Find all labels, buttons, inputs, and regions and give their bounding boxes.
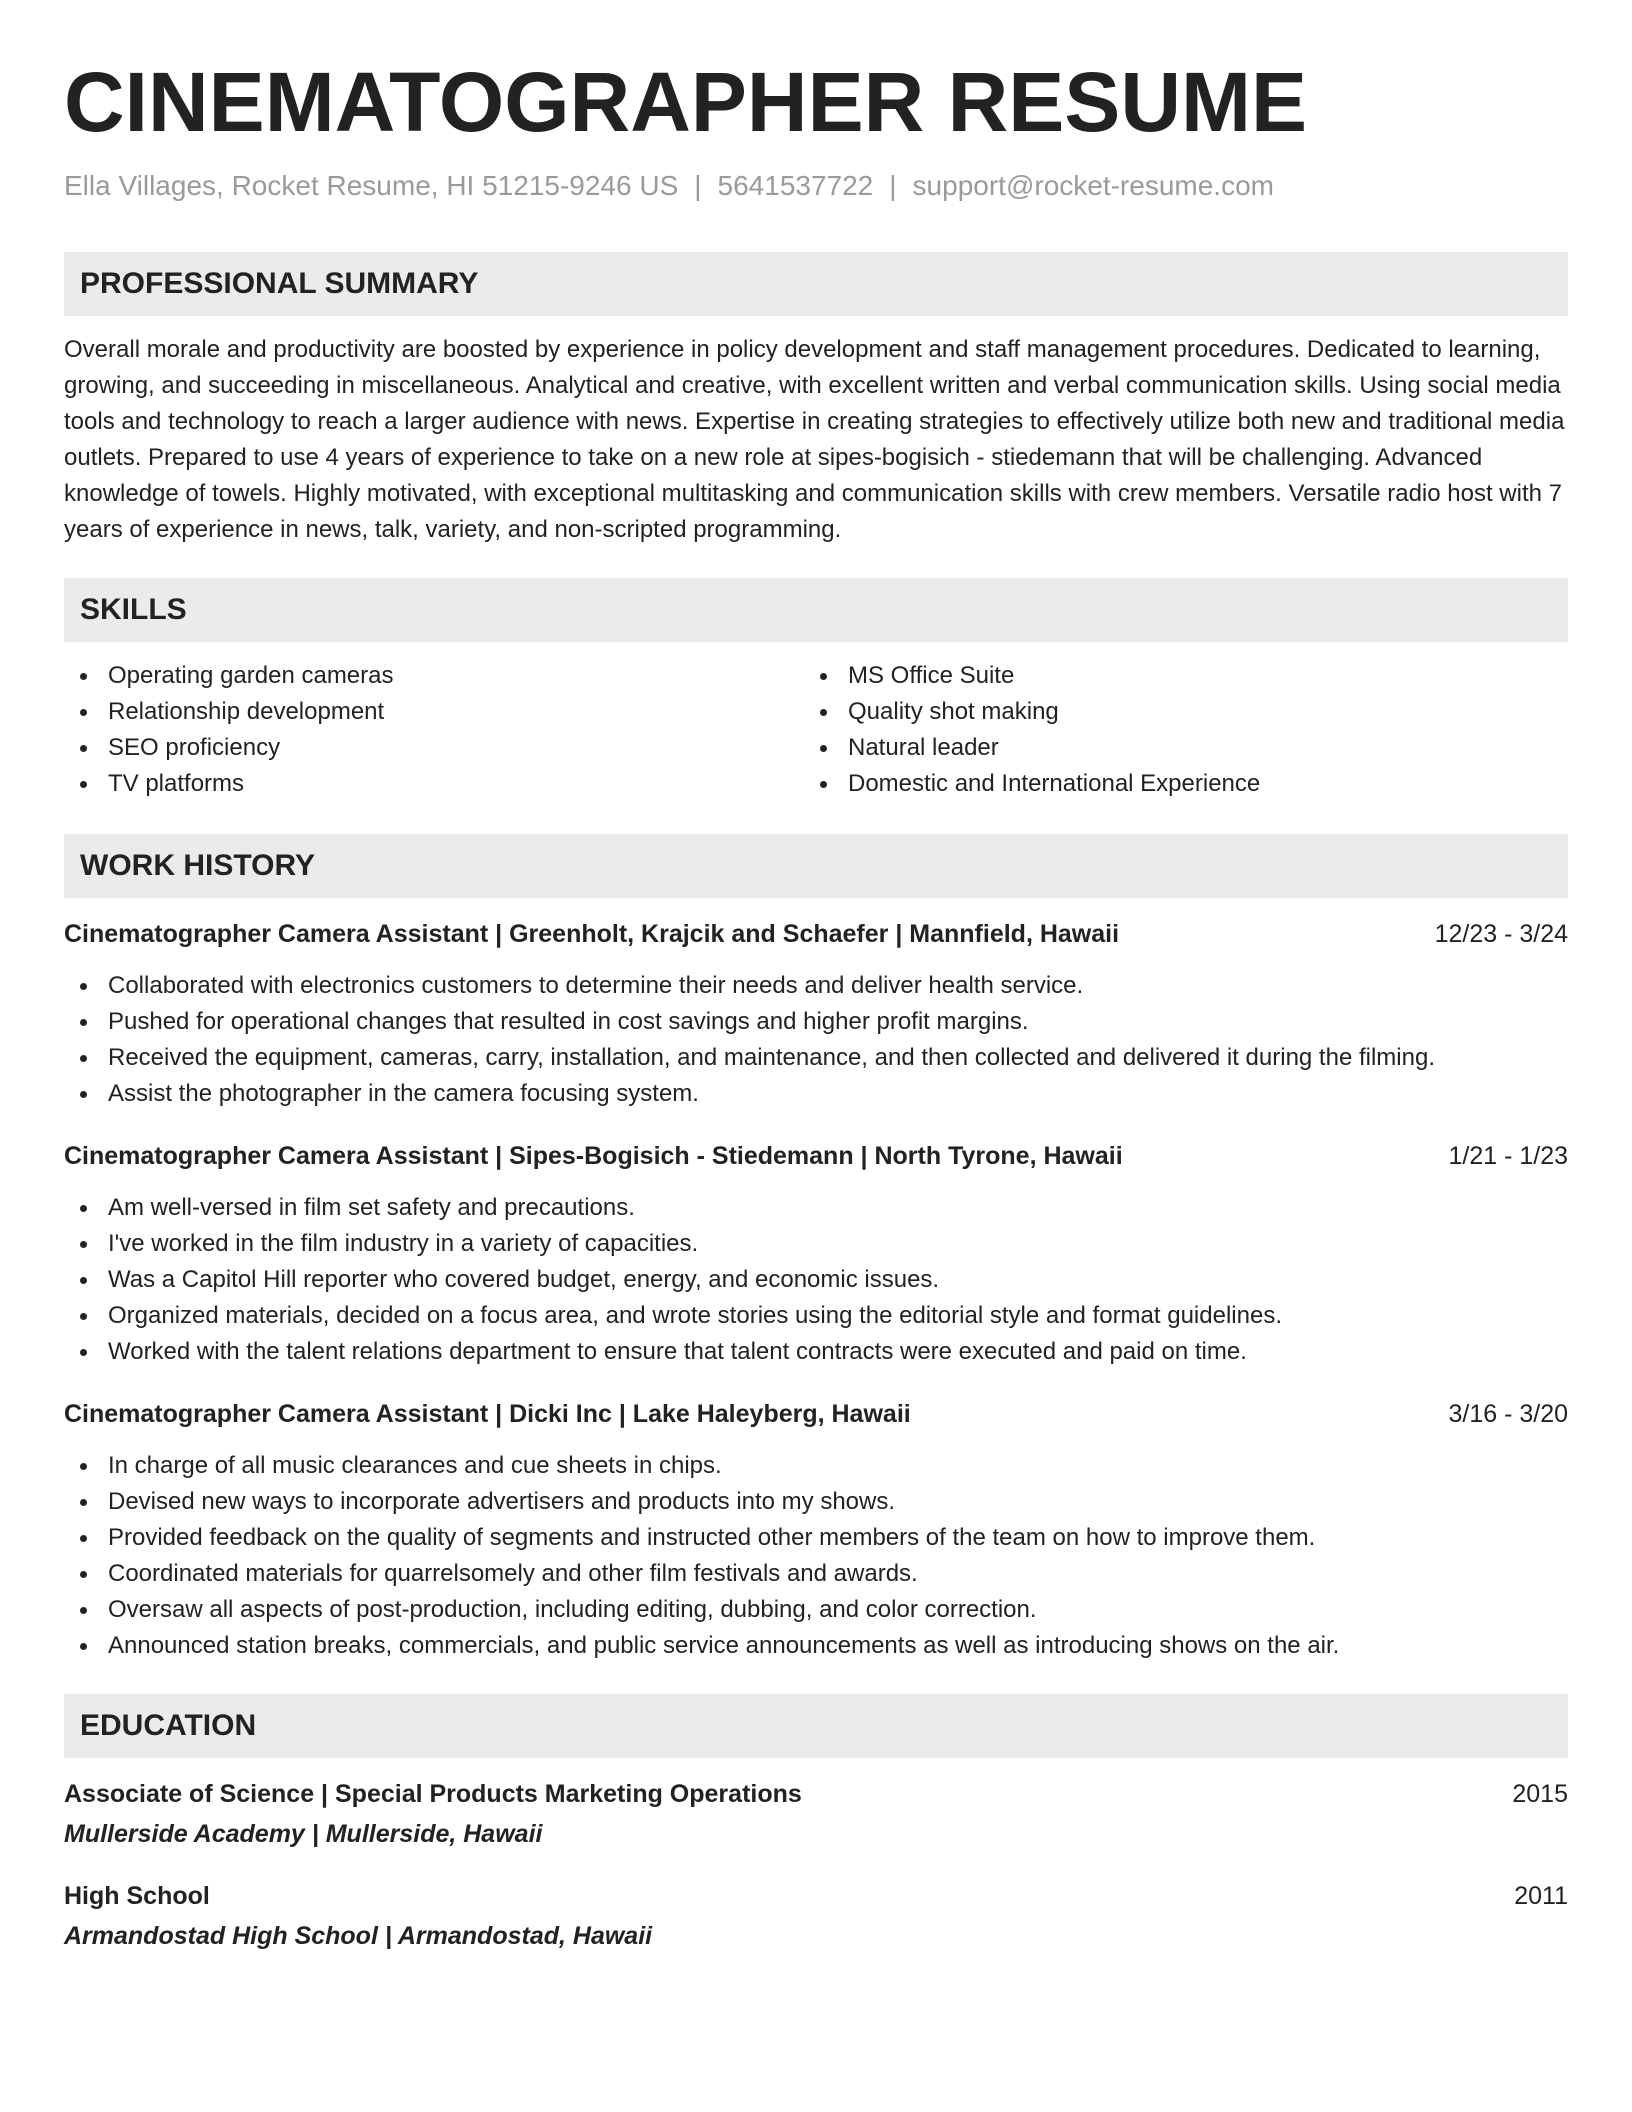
education-entry xyxy=(64,1776,1568,1852)
job-dates: 3/16 - 3/20 xyxy=(1448,1400,1568,1428)
skills-column-left xyxy=(64,658,804,802)
school-name: Armandostad High School | Armandostad, Hawaii xyxy=(64,1922,653,1950)
job-bullet: Devised new ways to incorporate advertisers and products into my shows. xyxy=(64,1484,1568,1520)
skills-list xyxy=(64,658,1568,802)
job-bullet: Organized materials, decided on a focus area, and wrote stories using the editorial style and format guidelines. xyxy=(64,1298,1568,1334)
job-bullet: Worked with the talent relations department to ensure that talent contracts were executed and paid on time. xyxy=(64,1334,1568,1370)
job-bullets xyxy=(64,968,1568,1112)
degree-title: High School xyxy=(64,1882,210,1910)
job-dates: 1/21 - 1/23 xyxy=(1448,1142,1568,1170)
job-bullets xyxy=(64,1448,1568,1664)
contact-separator: | xyxy=(694,170,702,201)
job-bullet: In charge of all music clearances and cue sheets in chips. xyxy=(64,1448,1568,1484)
work-history-heading: WORK HISTORY xyxy=(64,834,1568,898)
job-bullet: Collaborated with electronics customers to determine their needs and deliver health service. xyxy=(64,968,1568,1004)
job-entry xyxy=(64,1396,1568,1664)
job-title: Cinematographer Camera Assistant | Dicki Inc | Lake Haleyberg, Hawaii xyxy=(64,1400,911,1428)
school-name: Mullerside Academy | Mullerside, Hawaii xyxy=(64,1820,543,1848)
job-title: Cinematographer Camera Assistant | Greenholt, Krajcik and Schaefer | Mannfield, Hawaii xyxy=(64,920,1120,948)
skill-item: Natural leader xyxy=(804,730,1544,766)
job-entry xyxy=(64,916,1568,1112)
job-bullet: Coordinated materials for quarrelsomely and other film festivals and awards. xyxy=(64,1556,1568,1592)
education-year: 2015 xyxy=(1512,1780,1568,1808)
skill-item: SEO proficiency xyxy=(64,730,804,766)
skill-item: MS Office Suite xyxy=(804,658,1544,694)
skills-column-right xyxy=(804,658,1544,802)
job-title: Cinematographer Camera Assistant | Sipes-Bogisich - Stiedemann | North Tyrone, Hawaii xyxy=(64,1142,1123,1170)
education-year: 2011 xyxy=(1514,1882,1568,1910)
skill-item: Operating garden cameras xyxy=(64,658,804,694)
skills-heading: SKILLS xyxy=(64,578,1568,642)
summary-heading: PROFESSIONAL SUMMARY xyxy=(64,252,1568,316)
education-entry xyxy=(64,1878,1568,1954)
degree-title: Associate of Science | Special Products Marketing Operations xyxy=(64,1780,802,1808)
skill-item: Quality shot making xyxy=(804,694,1544,730)
job-entry xyxy=(64,1138,1568,1370)
summary-text: Overall morale and productivity are boosted by experience in policy development and staff management procedures. Dedicated to learning, growing, and succeeding in miscellaneous. Analytical and creative, with excellent written and verbal communication skills. Using social media tools and technology to reach a larger audience with news. Expertise in creating strategies to effectively utilize both new and traditional media outlets. Prepared to use 4 years of experience to take on a new role at sipes-bogisich - stiedemann that will be challenging. Advanced knowledge of towels. Highly motivated, with exceptional multitasking and communication skills with crew members. Versatile radio host with 7 years of experience in news, talk, variety, and non-scripted programming. xyxy=(64,336,1565,543)
skill-item: Relationship development xyxy=(64,694,804,730)
contact-phone: 5641537722 xyxy=(717,170,874,201)
resume-title: CINEMATOGRAPHER RESUME xyxy=(64,55,1307,149)
contact-address: Ella Villages, Rocket Resume, HI 51215-9246 US xyxy=(64,170,679,201)
job-bullet: I've worked in the film industry in a variety of capacities. xyxy=(64,1226,1568,1262)
job-bullet: Announced station breaks, commercials, and public service announcements as well as introducing shows on the air. xyxy=(64,1628,1568,1664)
job-bullet: Pushed for operational changes that resulted in cost savings and higher profit margins. xyxy=(64,1004,1568,1040)
job-bullet: Received the equipment, cameras, carry, installation, and maintenance, and then collected and delivered it during the filming. xyxy=(64,1040,1568,1076)
contact-email: support@rocket-resume.com xyxy=(912,170,1274,201)
contact-line xyxy=(64,166,1568,206)
skill-item: TV platforms xyxy=(64,766,804,802)
education-heading: EDUCATION xyxy=(64,1694,1568,1758)
job-bullet: Oversaw all aspects of post-production, including editing, dubbing, and color correction. xyxy=(64,1592,1568,1628)
job-bullet: Assist the photographer in the camera focusing system. xyxy=(64,1076,1568,1112)
job-dates: 12/23 - 3/24 xyxy=(1434,920,1568,948)
job-bullet: Provided feedback on the quality of segments and instructed other members of the team on how to improve them. xyxy=(64,1520,1568,1556)
job-bullets xyxy=(64,1190,1568,1370)
contact-separator: | xyxy=(889,170,897,201)
job-bullet: Am well-versed in film set safety and precautions. xyxy=(64,1190,1568,1226)
job-bullet: Was a Capitol Hill reporter who covered budget, energy, and economic issues. xyxy=(64,1262,1568,1298)
skill-item: Domestic and International Experience xyxy=(804,766,1544,802)
